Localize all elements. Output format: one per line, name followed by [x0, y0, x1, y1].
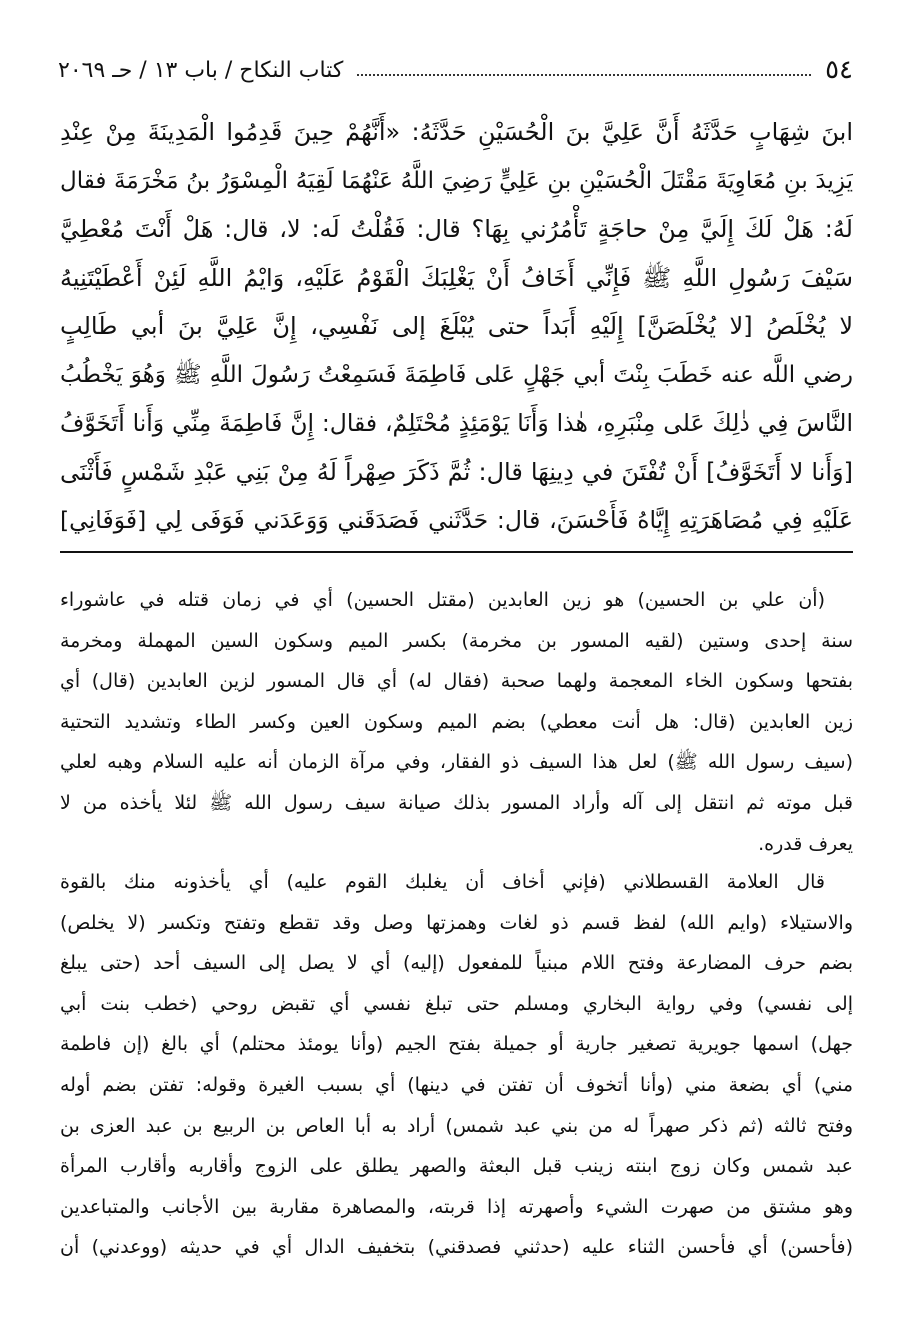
commentary-paragraph-2	[60, 862, 853, 1268]
commentary-line: سنة إحدى وستين (لقيه المسور بن مخرمة) بكسر الميم وسكون السين المهملة ومخرمة	[60, 629, 853, 652]
commentary-line: يعرف قدره.	[758, 832, 853, 855]
header-dotted-leader	[357, 74, 811, 76]
commentary-line: إلى نفسي) وفي رواية البخاري ومسلم حتى تبلغ نفسي أي تقبض روحي (خطب بنت أبي	[60, 992, 853, 1015]
commentary-line: (فأحسن) أي فأحسن الثناء عليه (حدثني فصدقني) بتخفيف الدال أي في حديثه (ووعدني) أن	[60, 1236, 853, 1259]
hadith-line: لا يُخْلَصُ [لا يُخْلَصَنَّ] إِلَيْهِ أَبَداً حتى يُبْلَغَ إلى نَفْسِي، إِنَّ عَلِيَّ بنَ أبي طَالِبٍ	[60, 312, 853, 340]
commentary-line: والاستيلاء (وايم الله) لفظ قسم ذو لغات وهمزتها وصل وقد تقطع وتفتح وتكسر (لا يخلص)	[60, 911, 853, 934]
hadith-line: يَزِيدَ بنِ مُعَاوِيَةَ مَقْتَلَ الْحُسَيْنِ بنِ عَلِيٍّ رَضِيَ اللَّهُ عَنْهُمَا لَقِيَهُ الْمِسْوَرُ بنُ مَخْرَمَةَ فقال	[60, 167, 853, 194]
commentary-line: (سيف رسول الله ﷺ) لعل هذا السيف ذو الفقار، وفي مرآة الزمان أنه عليه السلام وهبه لعلي	[60, 751, 853, 774]
hadith-line: رضي اللَّه عنه خَطَبَ بِنْتَ أبي جَهْلٍ عَلى فَاطِمَةَ فَسَمِعْتُ رَسُولَ اللَّهِ ﷺ وَهُوَ يَخْطُبُ	[60, 361, 853, 388]
hadith-text	[60, 108, 853, 545]
commentary-line: (أن علي بن الحسين) هو زين العابدين (مقتل الحسين) أي في زمان قتله في عاشوراء	[60, 589, 825, 611]
commentary-line: قال العلامة القسطلاني (فإني أخاف أن يغلبك القوم عليه) أي يأخذونه منك بالقوة	[60, 871, 825, 893]
hadith-line: النَّاسَ فِي ذٰلِكَ عَلى مِنْبَرِهِ، هٰذا وَأَنَا يَوْمَئِذٍ مُحْتَلِمٌ، فقال: إِنَّ فَاطِمَةَ مِنِّي وَأَنا أَتَخَوَّفُ	[60, 409, 853, 437]
running-header	[58, 50, 853, 90]
commentary-line: وفتح ثالثه (ثم ذكر صهراً له من بني عبد شمس) أراد به أبا العاص بن الربيع بن عبد العزى بن	[60, 1114, 853, 1137]
hadith-line: لَهُ: هَلْ لَكَ إِلَيَّ مِنْ حاجَةٍ تَأْمُرُني بِهَا؟ قال: فَقُلْتُ لَه: لا، قال: هَلْ أَنْتَ مُعْطِيَّ	[60, 215, 853, 243]
hadith-line: عَلَيْهِ فِي مُصَاهَرَتِهِ إِيَّاهُ فَأَحْسَنَ، قال: حَدَّثَني فَصَدَقَني وَوَعَدَني فَوَفَى لِي [فَوَفَانِي]	[60, 506, 853, 534]
hadith-line: [وَأَنا لا أَتَخَوَّفُ] أَنْ تُفْتَنَ في دِينِهَا قال: ثُمَّ ذَكَرَ صِهْراً لَهُ مِنْ بَنِي عَبْدِ شَمْسٍ فَأَثْنَى	[60, 457, 853, 486]
commentary-line: زين العابدين (قال: هل أنت معطي) بضم الميم وسكون العين وكسر الطاء وتشديد التحتية	[60, 710, 853, 733]
commentary-line: عبد شمس وكان زوج ابنته زينب قبل البعثة والصهر يطلق على الزوج وأقاربه وأقارب المرأة	[60, 1155, 853, 1178]
commentary-line: وهو مشتق من صهرت الشيء وأصهرته إذا قربته، والمصاهرة مقاربة بين الأجانب والمتباعدين	[60, 1195, 853, 1218]
commentary-line: قبل موته ثم انتقل إلى آله وأراد المسور بذلك صيانة سيف رسول الله ﷺ لئلا يأخذه من لا	[60, 791, 853, 814]
section-divider	[60, 551, 853, 553]
page-number: ٥٤	[825, 55, 853, 85]
commentary-line: مني) أي بضعة مني (وأنا أتخوف أن تفتن في دينها) أي بسبب الغيرة وقوله: تفتن بضم أوله	[60, 1073, 853, 1096]
chapter-reference: كتاب النكاح / باب ١٣ / حـ ٢٠٦٩	[58, 57, 344, 83]
commentary-line: جهل) اسمها جويرية تصغير جارية أو جميلة بفتح الجيم (وأنا يومئذ محتلم) أي بالغ (إن فاطمة	[60, 1033, 853, 1056]
hadith-line: ابنَ شِهَابٍ حَدَّثَهُ أَنَّ عَلِيَّ بنَ الْحُسَيْنِ حَدَّثَهُ: «أَنَّهُمْ حِينَ قَدِمُوا الْمَدِينَةَ مِنْ عِنْدِ	[60, 118, 853, 146]
commentary-line: بضم حرف المضارعة وفتح اللام مبنياً للمفعول (إليه) أي لا يصل إلى السيف أحد (حتى يبلغ	[60, 952, 853, 975]
commentary-paragraph-1	[60, 580, 853, 864]
commentary-line: بفتحها وسكون الخاء المعجمة ولهما صحبة (فقال له) أي قال المسور لزين العابدين (قال) أي	[60, 670, 853, 693]
hadith-line: سَيْفَ رَسُولِ اللَّهِ ﷺ فَإِنِّي أَخَافُ أَنْ يَغْلِبَكَ الْقَوْمُ عَلَيْهِ، وَايْمُ اللَّهِ لَئِنْ أَعْطَيْتَنِيهُ	[60, 263, 853, 292]
